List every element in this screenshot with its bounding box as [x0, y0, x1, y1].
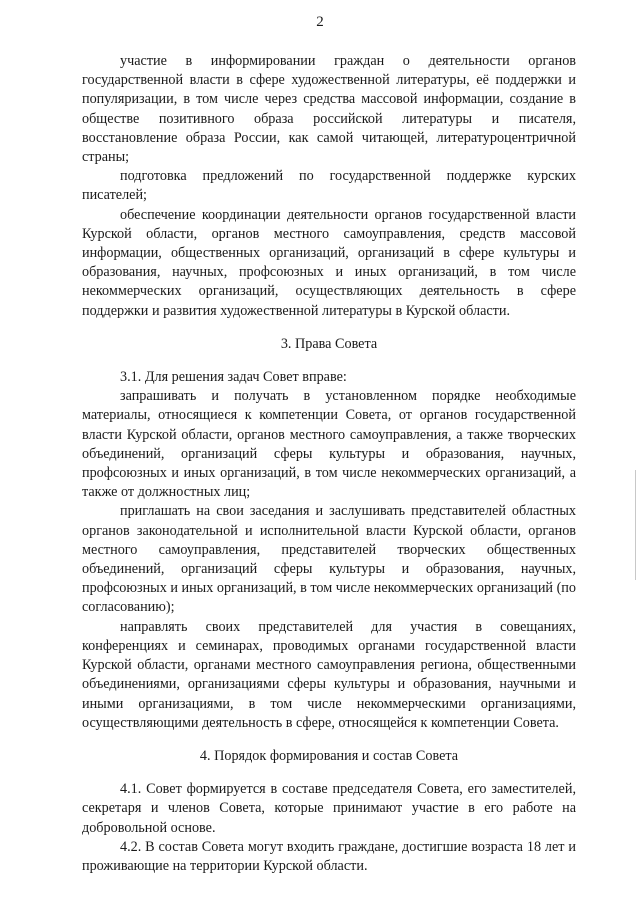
paragraph-4-1: 4.1. Совет формируется в составе председателя Совета, его заместителей, секретаря и членов Совета, которые принимают участие в его работе на добровольной основе. [82, 781, 576, 836]
paragraph-proposals: подготовка предложений по государственной поддержке курских писателей; [82, 168, 576, 204]
paragraph-request-materials: запрашивать и получать в установленном порядке необходимые материалы, относящиеся к компетенции Совета, от органов государственной власти Курской области, органов местного самоуправления, а также творческих объединений, организаций сферы культуры и образования, научных, профсоюзных и иных организаций, в том числе некоммерческих организаций, а также от должностных лиц; [82, 388, 576, 501]
paragraph-3-1: 3.1. Для решения задач Совет вправе: [120, 369, 347, 386]
paragraph-informing: участие в информировании граждан о деятельности органов государственной власти в сфере художественной литературы, её поддержки и популяризации, в том числе через средства массовой информации, создание в обществе позитивного образа российской литературы и писателя, восстановление образа России, как самой читающей, литературоцентричной страны; [82, 53, 576, 166]
paragraph-4-2: 4.2. В состав Совета могут входить граждане, достигшие возраста 18 лет и проживающие на территории Курской области. [82, 838, 576, 874]
page-number: 2 [316, 14, 324, 30]
paragraph-coordination: обеспечение координации деятельности органов государственной власти Курской области, органов местного самоуправления, средств массовой информации, общественных организаций, организаций в сфере культуры и образования, научных, профсоюзных и иных организаций, в том числе некоммерческих организаций, осуществляющих деятельность в сфере поддержки и развития художественной литературы в Курской области. [82, 206, 576, 319]
section-heading-formation: 4. Порядок формирования и состав Совета [199, 747, 459, 764]
scan-edge-mark [635, 470, 636, 580]
section-heading-rights: 3. Права Совета [280, 335, 378, 352]
paragraph-invite-representatives: приглашать на свои заседания и заслушивать представителей областных органов законодательной и исполнительной власти Курской области, органов местного самоуправления, представителей творческих общественных объединений, организаций сферы культуры и образования, научных, профсоюзных и иных организаций, в том числе некоммерческих организаций (по согласованию); [82, 503, 576, 616]
paragraph-send-representatives: направлять своих представителей для участия в совещаниях, конференциях и семинарах, проводимых органами государственной власти Курской области, органами местного самоуправления региона, общественными объединениями, организациями сферы культуры и образования, научными и иными организациями, в том числе некоммерческими организациями, осуществляющими деятельность в сфере, относящейся к компетенции Совета. [82, 618, 576, 731]
document-body [82, 52, 576, 876]
